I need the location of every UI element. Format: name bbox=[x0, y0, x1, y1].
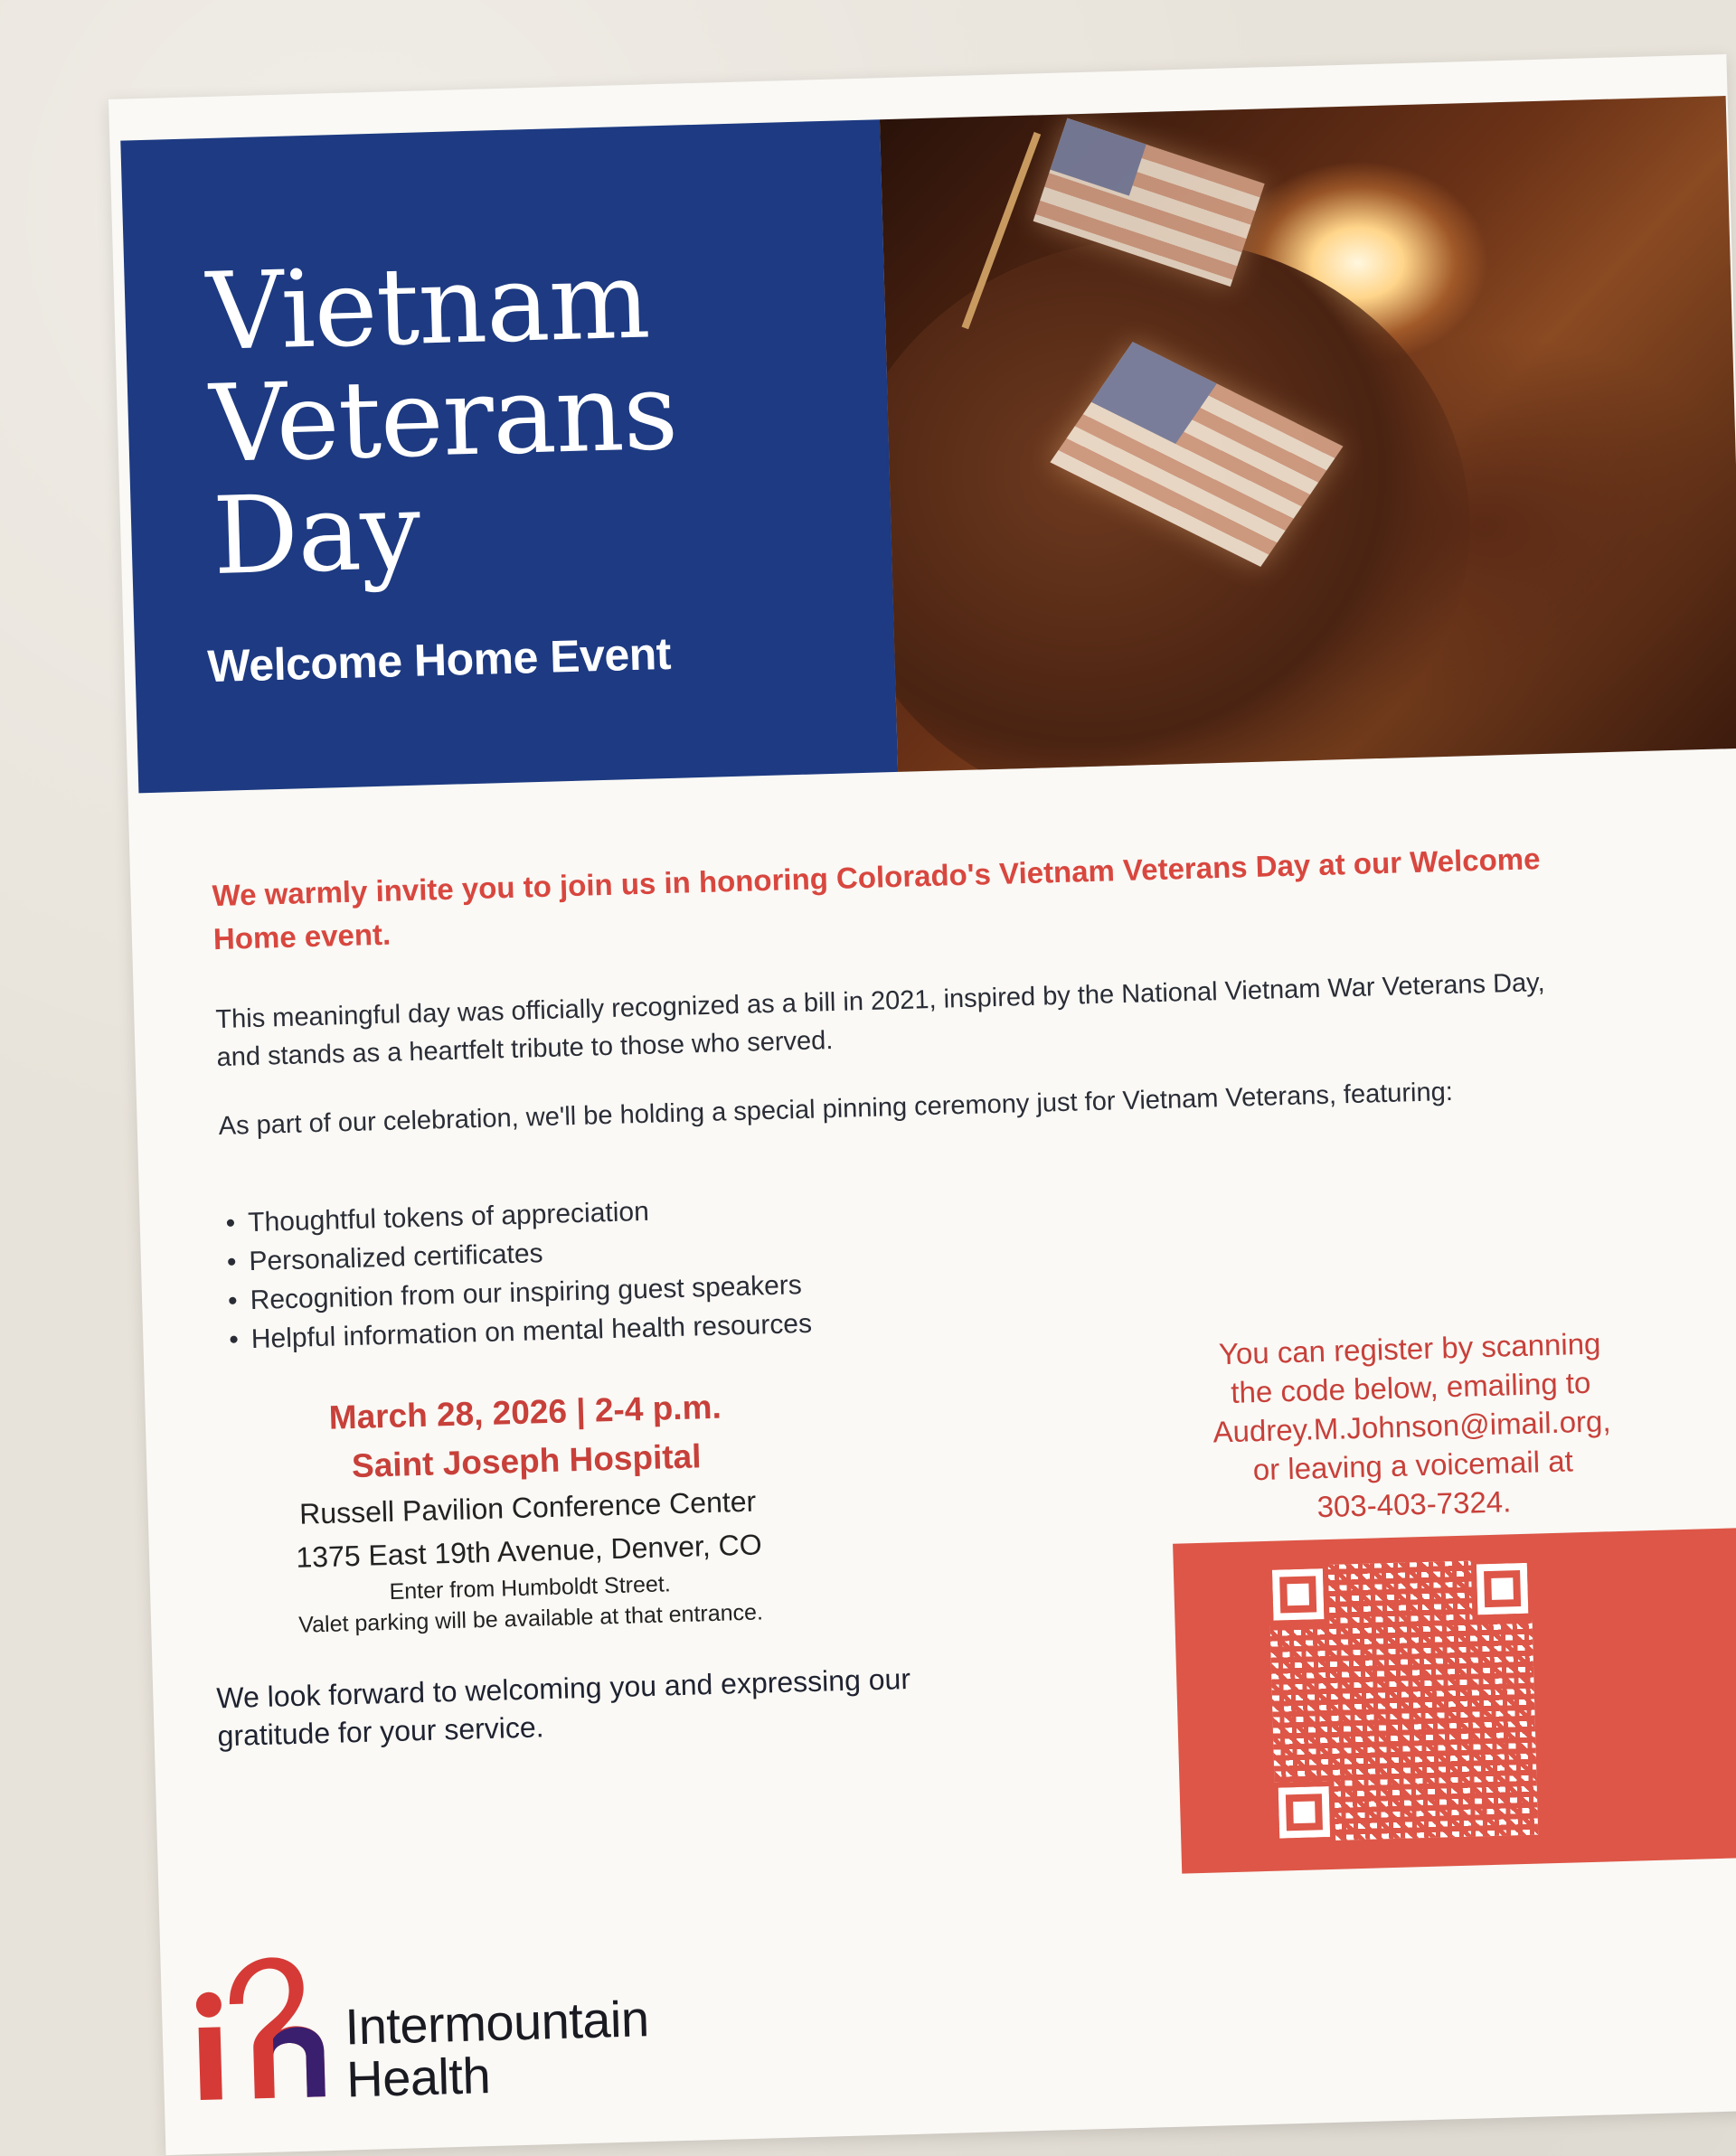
register-line: You can register by scanning bbox=[1218, 1326, 1601, 1371]
event-details bbox=[244, 1380, 811, 1642]
title-banner bbox=[120, 119, 898, 793]
list-item: • Thoughtful tokens of appreciation bbox=[225, 1188, 809, 1243]
ceremony-paragraph: As part of our celebration, we'll be holding a special pinning ceremony just for Vietnam Veterans, featuring: bbox=[218, 1077, 1454, 1142]
event-flyer bbox=[108, 54, 1736, 2155]
register-phone[interactable]: 303-403-7324. bbox=[1316, 1484, 1512, 1524]
title-line-2: Veterans bbox=[208, 348, 679, 486]
title-line-3: Day bbox=[211, 467, 421, 598]
feature-list bbox=[225, 1188, 812, 1360]
event-hospital: Saint Joseph Hospital bbox=[351, 1437, 702, 1485]
registration-info bbox=[1165, 1323, 1659, 1530]
qr-panel bbox=[1173, 1527, 1736, 1873]
history-paragraph: This meaningful day was officially recognized as a bill in 2021, inspired by the National Vietnam War Veterans Day, and stands as a heartfelt tribute to those who served. bbox=[215, 968, 1546, 1073]
event-address: 1375 East 19th Avenue, Denver, CO bbox=[295, 1528, 763, 1574]
flyer-subtitle: Welcome Home Event bbox=[206, 627, 672, 692]
event-venue: Russell Pavilion Conference Center bbox=[298, 1484, 757, 1530]
logo-wordmark bbox=[344, 1990, 651, 2108]
flyer-title bbox=[204, 237, 682, 598]
register-email[interactable]: Audrey.M.Johnson@imail.org, bbox=[1212, 1404, 1612, 1449]
list-item: • Personalized certificates bbox=[226, 1227, 810, 1282]
invitation-text: We warmly invite you to join us in honoring Colorado's Vietnam Veterans Day at our Welcome Home event. bbox=[212, 842, 1541, 956]
qr-code-icon[interactable] bbox=[1269, 1559, 1538, 1842]
register-line: the code below, emailing to bbox=[1230, 1365, 1591, 1409]
logo-line-2: Health bbox=[345, 2047, 491, 2108]
valet-note: Valet parking will be available at that entrance. bbox=[297, 1599, 764, 1638]
ih-logo-icon bbox=[187, 1947, 327, 2123]
flag-photo bbox=[880, 96, 1736, 772]
list-item: • Helpful information on mental health resources bbox=[229, 1304, 813, 1360]
logo-line-1: Intermountain bbox=[344, 1990, 650, 2056]
entrance-note: Enter from Humboldt Street. bbox=[389, 1571, 672, 1605]
list-item: • Recognition from our inspiring guest speakers bbox=[228, 1266, 812, 1321]
intermountain-logo bbox=[187, 1936, 734, 2132]
closing-text: We look forward to welcoming you and expressing our gratitude for your service. bbox=[215, 1662, 911, 1753]
register-line: or leaving a voicemail at bbox=[1252, 1444, 1574, 1487]
title-line-1: Vietnam bbox=[204, 237, 651, 375]
event-date: March 28, 2026 | 2-4 p.m. bbox=[328, 1388, 722, 1436]
